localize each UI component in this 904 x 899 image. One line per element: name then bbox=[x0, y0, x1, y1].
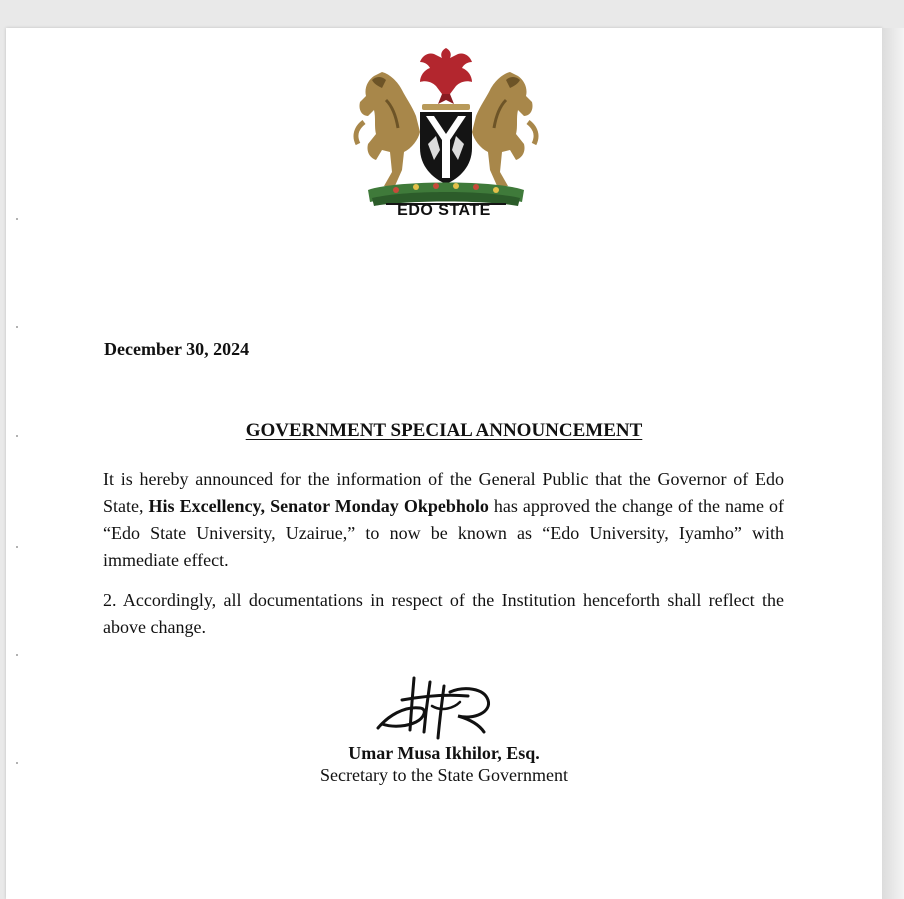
signer-title: Secretary to the State Government bbox=[320, 765, 568, 785]
left-horse-icon bbox=[356, 72, 420, 188]
handwritten-signature-icon bbox=[368, 672, 506, 742]
shield-icon bbox=[420, 112, 472, 184]
scan-speck bbox=[16, 435, 18, 437]
signer-name: Umar Musa Ikhilor, Esq. bbox=[348, 743, 540, 763]
paragraph-1-text-end: has approved the change of the name of “Edo State University, Uzairue,” to now be known as “Edo University, Iyamho” with immediate effect. bbox=[103, 496, 784, 570]
page-edge-shadow bbox=[882, 28, 904, 899]
document-page bbox=[6, 28, 882, 899]
paragraph-1-text-start: It is hereby announced for the information of the General Public that the Governor of Edo State, bbox=[103, 469, 784, 516]
eagle-icon bbox=[420, 48, 472, 110]
right-horse-icon bbox=[472, 72, 536, 188]
announcement-paragraph-1 bbox=[103, 466, 784, 574]
scan-speck bbox=[16, 654, 18, 656]
scan-speck bbox=[16, 546, 18, 548]
letter-date: December 30, 2024 bbox=[104, 339, 250, 359]
coat-of-arms-icon bbox=[346, 40, 546, 212]
governor-name: His Excellency, Senator Monday Okpebholo bbox=[148, 496, 489, 516]
state-name-label: EDO STATE bbox=[397, 202, 491, 219]
scan-speck bbox=[16, 218, 18, 220]
scan-speck bbox=[16, 326, 18, 328]
announcement-heading: GOVERNMENT SPECIAL ANNOUNCEMENT bbox=[245, 420, 643, 441]
announcement-paragraph-2: 2. Accordingly, all documentations in respect of the Institution henceforth shall reflect the above change. bbox=[103, 590, 784, 637]
scan-speck bbox=[16, 762, 18, 764]
